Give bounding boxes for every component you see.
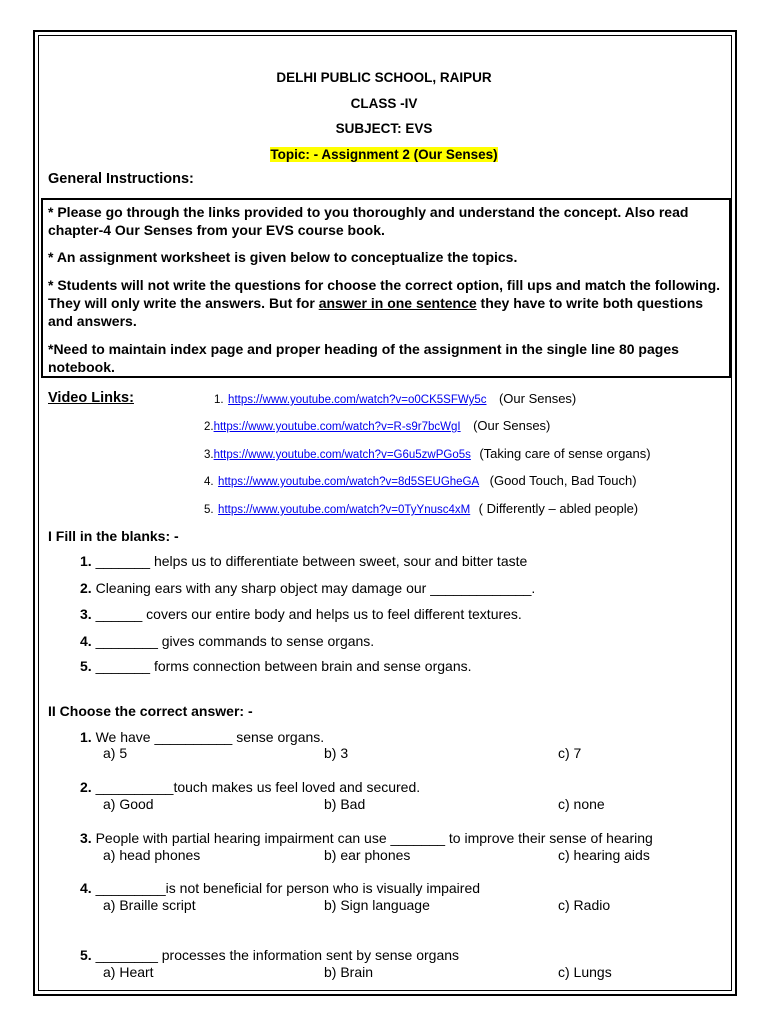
- question-text: We have __________ sense organs.: [95, 729, 325, 745]
- option-c: c) 7: [558, 745, 582, 761]
- option-b: b) 3: [324, 745, 349, 761]
- mcq-question: [80, 830, 653, 846]
- option-c: c) Radio: [558, 897, 611, 913]
- topic-text: Topic: - Assignment 2 (Our Senses): [270, 147, 498, 162]
- fill-blank-item: [80, 633, 374, 649]
- instruction-item: [48, 276, 728, 330]
- item-number: 3.: [80, 606, 92, 622]
- item-text: Cleaning ears with any sharp object may damage our _____________.: [95, 580, 536, 596]
- item-number: 3.: [80, 830, 92, 846]
- option-a: a) Good: [103, 796, 154, 812]
- option-b: b) Brain: [324, 964, 374, 980]
- link-number: 1.: [214, 394, 224, 406]
- video-link[interactable]: https://www.youtube.com/watch?v=G6u5zwPGo5s: [213, 449, 471, 461]
- choose-title: II Choose the correct answer: -: [48, 703, 253, 719]
- video-link[interactable]: https://www.youtube.com/watch?v=0TyYnusc4xM: [218, 504, 471, 516]
- video-link-row: [214, 390, 576, 408]
- school-name: DELHI PUBLIC SCHOOL, RAIPUR: [276, 70, 492, 85]
- fill-blank-item: [80, 658, 472, 674]
- general-instructions-title: General Instructions:: [48, 171, 194, 187]
- video-link-row: [204, 445, 651, 463]
- video-link-row: [204, 472, 637, 490]
- option-b: b) Bad: [324, 796, 366, 812]
- option-b: b) Sign language: [324, 897, 430, 913]
- link-description: (Our Senses): [498, 391, 577, 406]
- option-b: b) ear phones: [324, 847, 411, 863]
- question-text: __________touch makes us feel loved and secured.: [95, 779, 421, 795]
- topic-title: [0, 147, 768, 162]
- link-number: 2.: [204, 421, 214, 433]
- fill-blank-item: [80, 553, 527, 569]
- item-number: 1.: [80, 553, 92, 569]
- option-a: a) Braille script: [103, 897, 196, 913]
- link-description: ( Differently – abled people): [478, 501, 639, 516]
- instruction-text: they have to write both questions and answers.: [48, 295, 704, 329]
- mcq-question: [80, 880, 480, 896]
- video-link-row: [204, 417, 550, 435]
- option-a: a) head phones: [103, 847, 201, 863]
- mcq-question: [80, 947, 459, 963]
- video-link[interactable]: https://www.youtube.com/watch?v=R-s9r7bcWgI: [213, 421, 461, 433]
- question-text: _________is not beneficial for person who is visually impaired: [95, 880, 481, 896]
- option-a: a) 5: [103, 745, 128, 761]
- item-text: _______ helps us to differentiate between sweet, sour and bitter taste: [95, 553, 528, 569]
- instruction-text: * Students will not write the questions for choose the correct option, fill ups and match the following. They will only write the answers. But for: [48, 277, 721, 311]
- item-text: ______ covers our entire body and helps us to feel different textures.: [95, 606, 522, 622]
- instruction-item: * Please go through the links provided to you thoroughly and understand the concept. Also read chapter-4 Our Senses from your EVS course book.: [48, 204, 689, 238]
- option-a: a) Heart: [103, 964, 154, 980]
- item-number: 4.: [80, 633, 92, 649]
- mcq-question: [80, 729, 324, 745]
- item-number: 5.: [80, 947, 92, 963]
- item-number: 4.: [80, 880, 92, 896]
- link-description: (Our Senses): [473, 418, 551, 433]
- item-number: 1.: [80, 729, 92, 745]
- option-c: c) none: [558, 796, 605, 812]
- video-link[interactable]: https://www.youtube.com/watch?v=o0CK5SFWy5c: [228, 394, 487, 406]
- option-c: c) Lungs: [558, 964, 612, 980]
- question-text: ________ processes the information sent by sense organs: [95, 947, 460, 963]
- instruction-item: *Need to maintain index page and proper heading of the assignment in the single line 80 pages notebook.: [48, 341, 679, 375]
- fill-blank-item: [80, 606, 522, 622]
- link-number: 3.: [204, 449, 214, 461]
- item-text: _______ forms connection between brain and sense organs.: [95, 658, 472, 674]
- link-description: (Good Touch, Bad Touch): [489, 473, 637, 488]
- question-text: People with partial hearing impairment can use _______ to improve their sense of hearing: [95, 830, 653, 846]
- option-c: c) hearing aids: [558, 847, 650, 863]
- subject-label: SUBJECT: EVS: [335, 121, 433, 136]
- video-link-row: [204, 500, 638, 518]
- link-number: 4.: [204, 476, 214, 488]
- item-number: 2.: [80, 580, 92, 596]
- mcq-question: [80, 779, 420, 795]
- video-links-title: Video Links:: [48, 390, 134, 406]
- link-description: (Taking care of sense organs): [479, 446, 651, 461]
- item-text: ________ gives commands to sense organs.: [95, 633, 375, 649]
- instruction-item: * An assignment worksheet is given below to conceptualize the topics.: [48, 249, 518, 265]
- item-number: 5.: [80, 658, 92, 674]
- fill-blanks-title: I Fill in the blanks: -: [48, 528, 179, 544]
- class-label: CLASS -IV: [350, 96, 418, 111]
- item-number: 2.: [80, 779, 92, 795]
- link-number: 5.: [204, 504, 214, 516]
- video-link[interactable]: https://www.youtube.com/watch?v=8d5SEUGheGA: [218, 476, 480, 488]
- instruction-underline: answer in one sentence: [318, 295, 477, 311]
- fill-blank-item: [80, 580, 535, 596]
